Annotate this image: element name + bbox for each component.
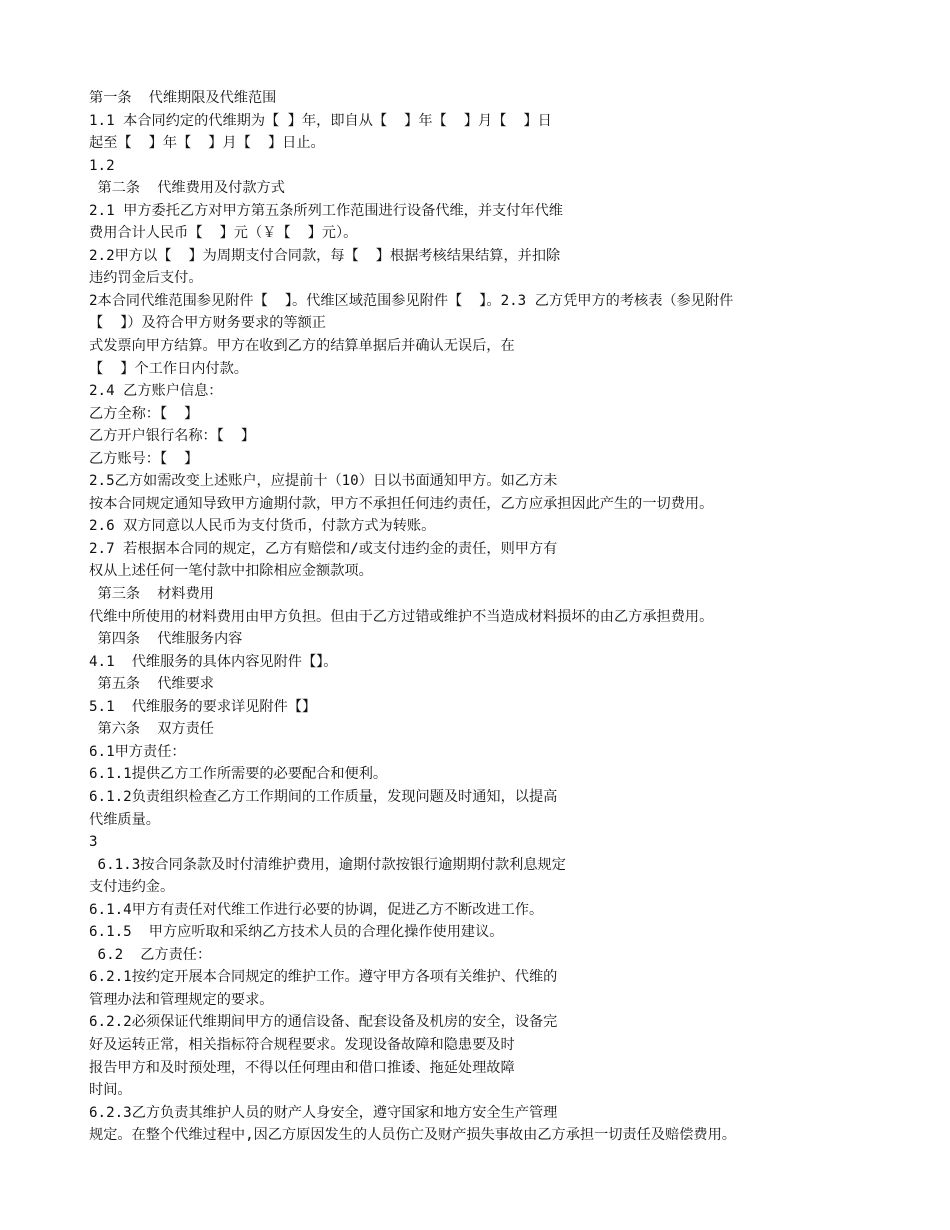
clause-line: 2.2甲方以【 】为周期支付合同款，每【 】根据考核结果结算，并扣除	[89, 247, 561, 264]
section-heading: 第五条 代维要求	[89, 676, 214, 693]
clause-line: 好及运转正常，相关指标符合规程要求。发现设备故障和隐患要及时	[89, 1036, 515, 1053]
clause-line: 管理办法和管理规定的要求。	[89, 991, 274, 1008]
clause-line: 2本合同代维范围参见附件【 】。代维区域范围参见附件【 】。2.3 乙方凭甲方的考核表（参见附件	[89, 292, 734, 309]
section-heading: 第三条 材料费用	[89, 586, 214, 603]
section-heading: 第一条 代维期限及代维范围	[89, 90, 277, 106]
clause-line: 乙方全称：【 】	[89, 405, 199, 422]
contract-document	[89, 87, 869, 1147]
section-heading: 第四条 代维服务内容	[89, 631, 243, 648]
clause-line: 式发票向甲方结算。甲方在收到乙方的结算单据后并确认无误后，在	[89, 338, 515, 355]
clause-line: 按本合同规定通知导致甲方逾期付款，甲方不承担任何违约责任，乙方应承担因此产生的一切费用。	[89, 495, 714, 512]
clause-line: 6.2.2必须保证代维期间甲方的通信设备、配套设备及机房的安全，设备完	[89, 1014, 558, 1031]
clause-line: 费用合计人民币【 】元（￥【 】元）。	[89, 225, 358, 242]
clause-line: 6.2 乙方责任：	[89, 946, 212, 963]
clause-line: 5.1 代维服务的要求详见附件【】	[89, 698, 317, 715]
clause-line: 时间。	[89, 1082, 132, 1099]
clause-line: 6.1甲方责任：	[89, 743, 186, 760]
clause-line: 1.1 本合同约定的代维期为【 】年，即自从【 】年【 】月【 】日	[89, 112, 552, 129]
clause-line: 起至【 】年【 】月【 】日止。	[89, 135, 325, 152]
clause-line: 6.1.1提供乙方工作所需要的必要配合和便利。	[89, 766, 388, 783]
clause-line: 2.4 乙方账户信息：	[89, 383, 223, 400]
clause-line: 6.1.3按合同条款及时付清维护费用，逾期付款按银行逾期期付款利息规定	[89, 856, 566, 873]
clause-line: 2.5乙方如需改变上述账户，应提前十（10）日以书面通知甲方。如乙方未	[89, 473, 558, 490]
clause-line: 【 】个工作日内付款。	[89, 360, 248, 377]
clause-line: 乙方开户银行名称：【 】	[89, 428, 256, 445]
clause-line: 4.1 代维服务的具体内容见附件【】。	[89, 653, 338, 670]
clause-line: 违约罚金后支付。	[89, 270, 203, 287]
clause-line: 报告甲方和及时预处理，不得以任何理由和借口推诿、拖延处理故障	[89, 1059, 515, 1076]
clause-line: 6.1.2负责组织检查乙方工作期间的工作质量，发现问题及时通知，以提高	[89, 788, 558, 805]
clause-line: 权从上述任何一笔付款中扣除相应金额款项。	[89, 563, 373, 580]
clause-line: 6.2.3乙方负责其维护人员的财产人身安全，遵守国家和地方安全生产管理	[89, 1104, 558, 1121]
page-number: 3	[89, 834, 98, 851]
clause-line: 1.2	[89, 157, 115, 174]
clause-line: 规定。在整个代维过程中,因乙方原因发生的人员伤亡及财产损失事故由乙方承担一切责任及赔偿费用。	[89, 1127, 736, 1144]
clause-line: 【 】）及符合甲方财务要求的等额正	[89, 315, 326, 332]
clause-line: 2.7 若根据本合同的规定，乙方有赔偿和/或支付违约金的责任，则甲方有	[89, 540, 558, 557]
section-heading: 第二条 代维费用及付款方式	[89, 180, 285, 197]
clause-line: 6.1.4甲方有责任对代维工作进行必要的协调，促进乙方不断改进工作。	[89, 901, 544, 918]
clause-line: 6.1.5 甲方应听取和采纳乙方技术人员的合理化操作使用建议。	[89, 924, 504, 941]
clause-line: 代维质量。	[89, 811, 160, 828]
clause-line: 2.1 甲方委托乙方对甲方第五条所列工作范围进行设备代维，并支付年代维	[89, 202, 563, 219]
clause-line: 2.6 双方同意以人民币为支付货币，付款方式为转账。	[89, 518, 436, 535]
clause-line: 6.2.1按约定开展本合同规定的维护工作。遵守甲方各项有关维护、代维的	[89, 969, 558, 986]
clause-line: 代维中所使用的材料费用由甲方负担。但由于乙方过错或维护不当造成材料损坏的由乙方承担费用。	[89, 608, 714, 625]
clause-line: 乙方账号：【 】	[89, 450, 199, 467]
section-heading: 第六条 双方责任	[89, 721, 214, 738]
clause-line: 支付违约金。	[89, 879, 175, 896]
